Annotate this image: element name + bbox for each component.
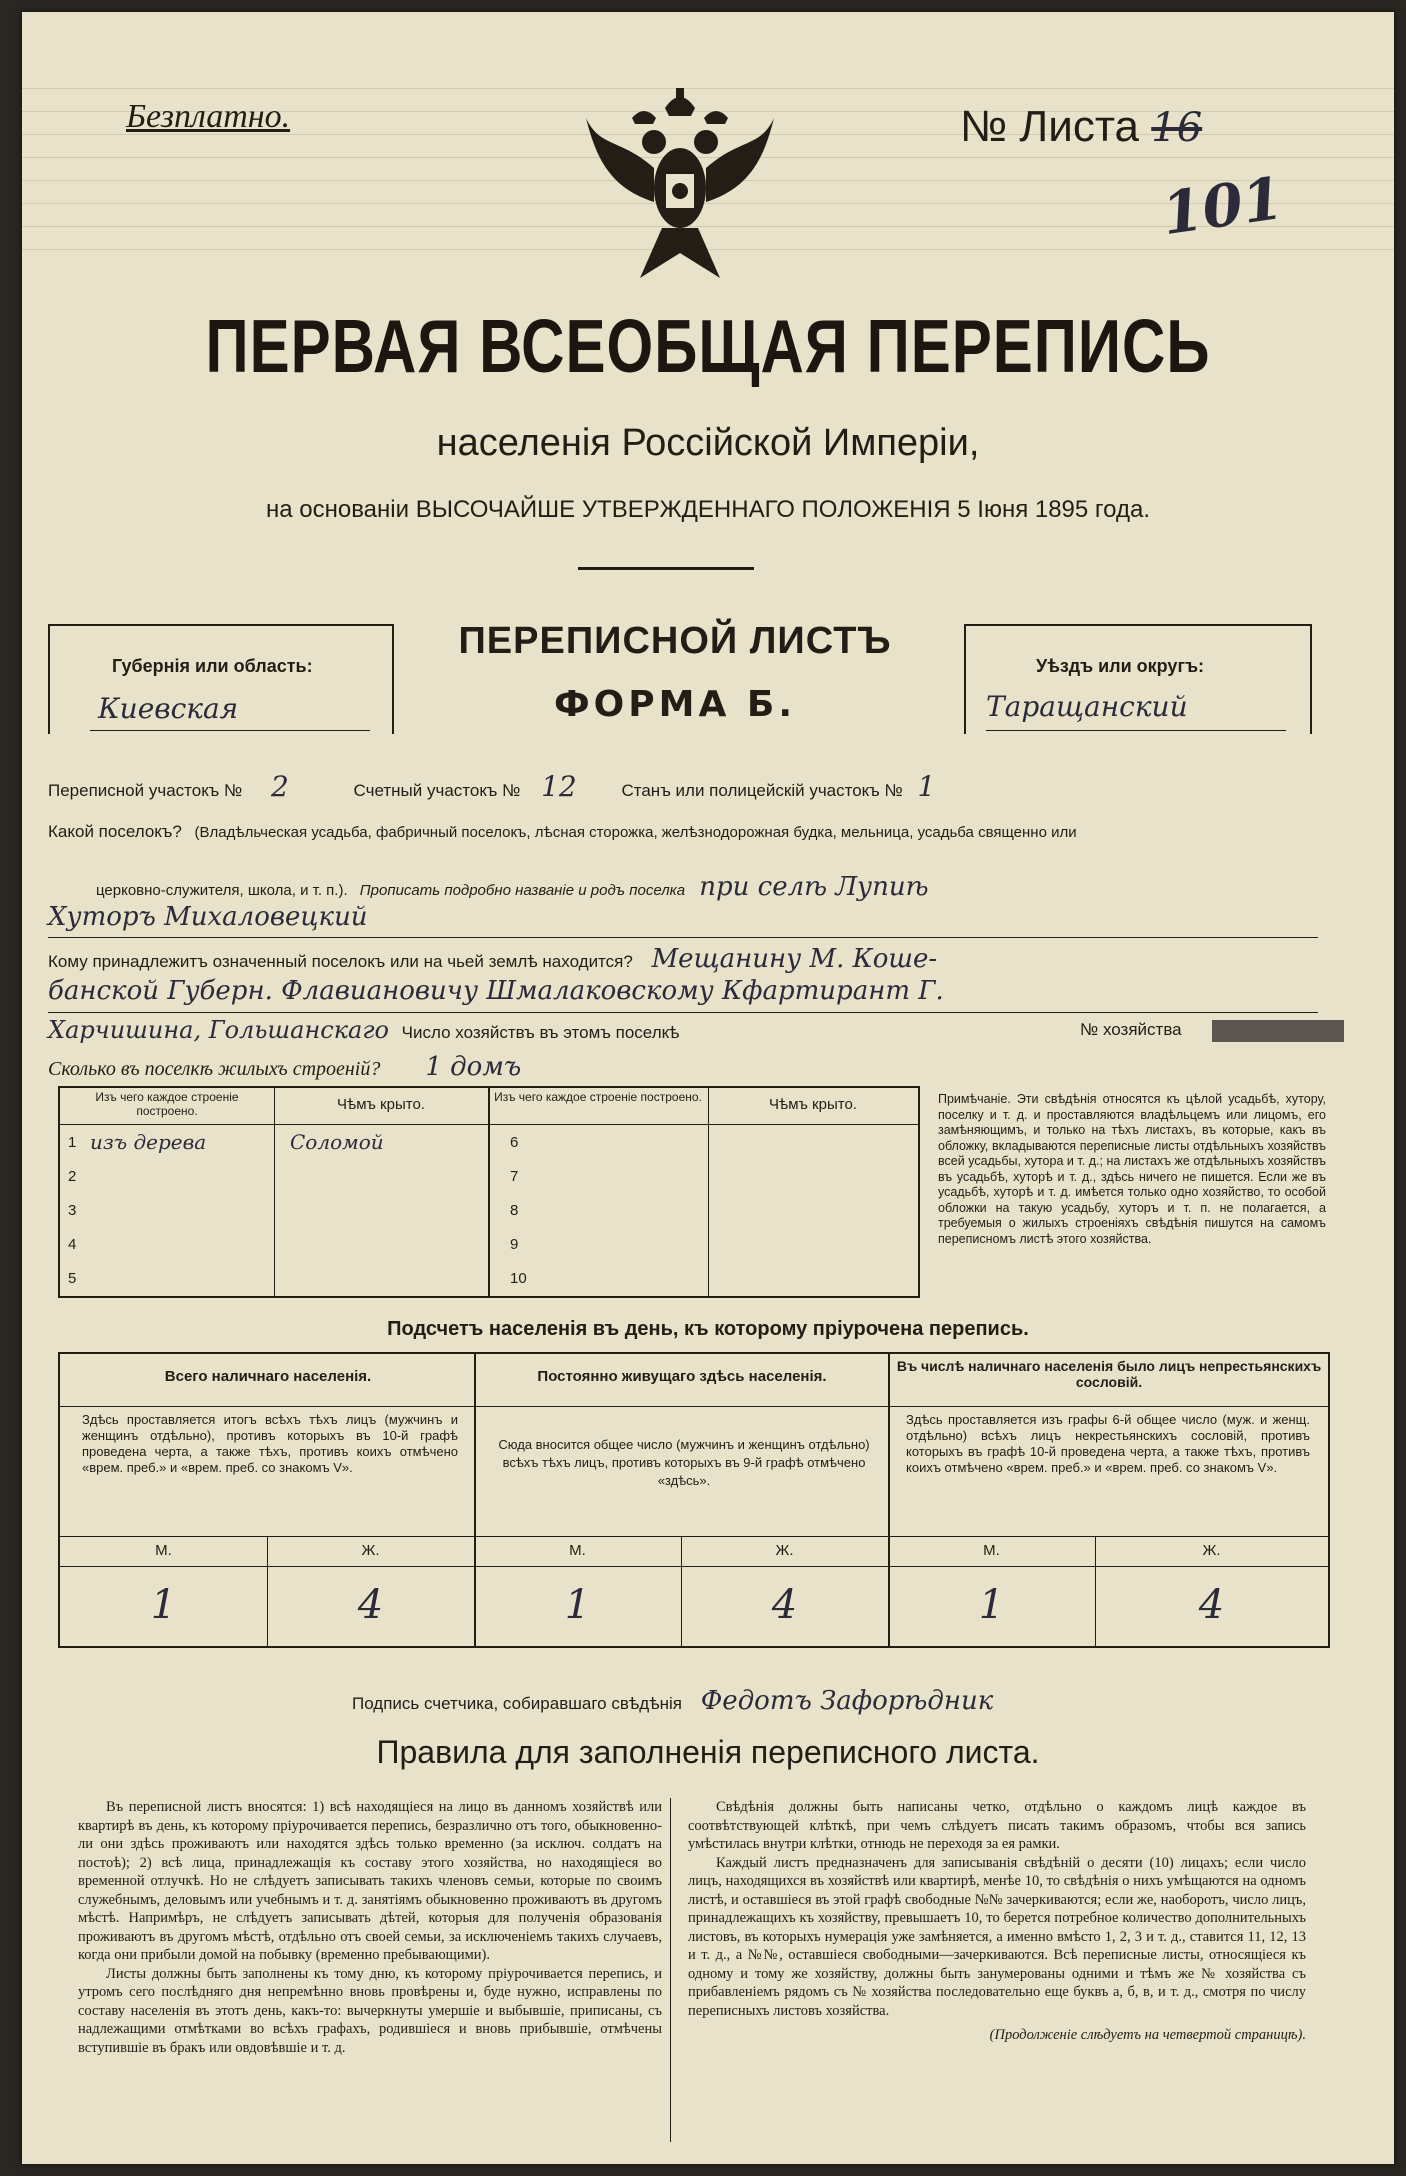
settlement-row-2 — [96, 872, 1356, 902]
uezd-box — [964, 624, 1312, 734]
settlement-underline — [48, 937, 1318, 938]
pop-col1-text: Здѣсь проставляется итогъ всѣхъ тѣхъ лицъ (мужчинъ и женщинъ отдѣльно), противъ которыхъ въ 10-й графѣ проведена черта, а также тѣхъ, противъ коихъ отмѣчено «врем. преб.» и «врем. преб. со знакомъ V». — [82, 1412, 458, 1475]
sheet-number-label — [960, 102, 1202, 152]
table-row — [490, 1228, 918, 1262]
rules-divider — [670, 1798, 671, 2142]
census-area-label: Переписной участокъ № — [48, 781, 243, 800]
male-column-label: М. — [569, 1542, 586, 1559]
stan-value: 1 — [917, 770, 936, 803]
row-material: изъ дерева — [90, 1130, 207, 1154]
signature-value: Федотъ Зафорѣдник — [700, 1686, 994, 1716]
row-number: 7 — [510, 1168, 519, 1185]
population-heading: Подсчетъ населенія въ день, къ которому пріурочена перепись. — [387, 1318, 1029, 1340]
population-count: 1 — [150, 1582, 177, 1628]
row-number: 8 — [510, 1202, 519, 1219]
census-subtitle: населенія Россійской Имперіи, — [436, 422, 980, 464]
row-number: 2 — [68, 1168, 77, 1185]
header-material-left: Изъ чего каждое строеніе построено. — [95, 1090, 239, 1118]
gubernia-value: Киевская — [98, 692, 239, 725]
pop-col3-title: Въ числѣ наличнаго населенія было лицъ непрестьянскихъ сословій. — [896, 1358, 1322, 1390]
form-name: ПЕРЕПИСНОЙ ЛИСТЪ — [458, 620, 892, 662]
sheet-number-handwritten: 101 — [1157, 163, 1288, 249]
settlement-label: Какой поселокъ? — [48, 822, 182, 841]
count-area-value: 12 — [541, 770, 577, 803]
settlement-value-2: Хуторъ Михаловецкий — [48, 902, 368, 932]
population-count: 4 — [771, 1582, 798, 1628]
settlement-instruction: Прописать подробно названіе и родъ поселка — [359, 882, 686, 899]
table-row — [490, 1262, 918, 1296]
rules-right-paragraph-1: Свѣдѣнія должны быть написаны четко, отдѣльно о каждомъ лицѣ каждое въ соотвѣтствующей клѣткѣ, при чемъ слѣдуетъ писать такимъ образомъ, чтобы вся запись умѣстилась внутри клѣтки, отнюдь не переходя за ея рамки. — [688, 1799, 1306, 1852]
household-no-label: № хозяйства — [1080, 1020, 1182, 1039]
settlement-hint-2: церковно-служителя, школа, и т. п.). — [96, 882, 348, 899]
buildings-row — [48, 1052, 1048, 1082]
row-number: 9 — [510, 1236, 519, 1253]
sheet-number-value: 16 — [1151, 105, 1203, 151]
row-number: 3 — [68, 1202, 77, 1219]
table-row — [490, 1194, 918, 1228]
rules-right-column — [688, 1798, 1306, 2045]
table-row — [60, 1262, 488, 1296]
rules-left-paragraph-2: Листы должны быть заполнены къ тому дню, къ которому пріурочивается перепись, и утромъ сего послѣдняго дня непремѣнно вновь провѣрены и, буде нужно, исправлены по составу населенія въ этотъ день, какъ-то: вычеркнуты умершіе и выбывшіе, приписаны, съ надлежащими отмѣтками во всѣхъ графахъ, родившіеся и вновь прибывшіе, отмѣчены вступившіе въ бракъ или овдовѣвшіе и т. д. — [78, 1965, 662, 2056]
buildings-label: Сколько въ поселкѣ жилыхъ строеній? — [48, 1058, 381, 1080]
census-sheet — [22, 12, 1394, 2164]
buildings-table — [58, 1086, 920, 1298]
decree-line: на основаніи ВЫСОЧАЙШЕ УТВЕРЖДЕННАГО ПОЛОЖЕНІЯ 5 Іюня 1895 года. — [265, 496, 1150, 523]
household-no-redaction — [1212, 1020, 1344, 1042]
title-divider — [578, 567, 754, 570]
row-roof: Соломой — [290, 1130, 384, 1154]
pop-title-line — [60, 1406, 1328, 1407]
pop-mf-line-bottom — [60, 1566, 1328, 1567]
owner-value-3: Харчишина, Гольшанскаго — [48, 1016, 389, 1044]
sheet-label-text: № Листа — [960, 102, 1140, 151]
female-column-label: Ж. — [775, 1542, 794, 1559]
female-column-label: Ж. — [361, 1542, 380, 1559]
uezd-value: Таращанский — [986, 690, 1188, 723]
population-count: 4 — [357, 1582, 384, 1628]
male-column-label: М. — [155, 1542, 172, 1559]
population-count: 1 — [978, 1582, 1005, 1628]
count-area-label: Счетный участокъ № — [353, 781, 521, 800]
gubernia-box — [48, 624, 394, 734]
header-roof-right: Чѣмъ крыто. — [769, 1096, 857, 1113]
table-row — [60, 1160, 488, 1194]
pop-col1-title: Всего наличнаго населенія. — [164, 1368, 372, 1385]
rules-heading: Правила для заполненія переписного листа. — [376, 1734, 1040, 1770]
rules-left-paragraph-1: Въ переписной листъ вносятся: 1) всѣ находящіеся на лицо въ данномъ хозяйствѣ или квартирѣ въ день, къ которому пріурочивается перепись, безразлично отъ того, обыкновенно-ли они здѣсь проживаютъ или находятся здѣсь только временно (за исключ. солдатъ на постоѣ); 2) всѣ лица, принадлежащія къ составу этого хозяйства, но находящіеся во временной отлучкѣ. Но не слѣдуетъ записывать такихъ членовъ семьи, которые по своимъ служебнымъ, деловымъ или учебнымъ и т. д. занятіямъ обыкновенно проживаютъ въ другомъ мѣстѣ. Напримѣръ, не слѣдуетъ записывать дѣтей, которыя для полученія образованія проживаютъ въ другомъ мѣстѣ, отдѣльно отъ своей семьи, за исключеніемъ такихъ случаевъ, когда они прибыли домой на побывку (временно пребывающими). — [78, 1799, 662, 1963]
row-number: 1 — [68, 1134, 77, 1151]
table-row — [60, 1228, 488, 1262]
population-table — [58, 1352, 1330, 1648]
signature-row — [352, 1686, 1332, 1716]
table-row — [490, 1160, 918, 1194]
stan-label: Станъ или полицейскій участокъ № — [621, 781, 903, 800]
owner-row — [48, 944, 1348, 974]
rules-right-paragraph-2: Каждый листъ предназначенъ для записыванія свѣдѣній о десяти (10) лицахъ; если число лицъ, находящихся въ хозяйствѣ или квартирѣ, менѣе 10, то свѣдѣнія о нихъ умѣщаются на одномъ листѣ, и оставшіеся въ этой графѣ свободные №№ зачеркиваются; если же, наоборотъ, число лицъ, принадлежащихъ къ хозяйству, превышаетъ 10, то берется потребное количество дополнительныхъ листовъ, въ которыхъ нумерація уже замѣняется, а именно вмѣсто 1, 2, 3 и т. д., ставится 11, 12, 13 и т. д., а №№, оставшіеся свободными—зачеркиваются. Всѣ переписные листы, относящіеся къ одному и тому же хозяйству, должны быть занумерованы одними и тѣмъ же № хозяйства съ прибавленіемъ рядомъ съ № хозяйства последовательно еще буквъ а, б, в, и т. д., смотря по числу переписныхъ листовъ хозяйства. — [688, 1854, 1306, 2019]
pop-col3-text: Здѣсь проставляется изъ графы 6-й общее число (муж. и женщ. отдѣльно) всѣхъ лицъ некрестьянскихъ сословій, противъ которыхъ въ графѣ 10-й проведена черта, а также тѣхъ, противъ коихъ отмѣчено «врем. преб.» и «врем. преб. со знакомъ V». — [906, 1412, 1310, 1475]
rules-continuation: (Продолженіе слѣдуетъ на четвертой страницѣ). — [989, 2027, 1306, 2043]
row-number: 5 — [68, 1270, 77, 1287]
free-label — [126, 98, 290, 136]
census-area-row — [48, 770, 1348, 803]
header-material-right: Изъ чего каждое строеніе построено. — [494, 1090, 702, 1104]
households-row — [48, 1016, 1368, 1044]
owner-value: Мещанину М. Коше- — [651, 944, 938, 974]
table-header-line — [60, 1124, 918, 1125]
pop-col2-title: Постоянно живущаго здѣсь населенія. — [537, 1368, 827, 1385]
gubernia-label: Губернія или область: — [112, 656, 313, 676]
form-type: ФОРМА Б. — [553, 684, 797, 725]
coat-of-arms-emblem — [580, 78, 780, 290]
buildings-value: 1 домъ — [425, 1052, 522, 1082]
owner-underline — [48, 1012, 1318, 1013]
census-area-value: 2 — [270, 770, 289, 803]
settlement-hint: (Владѣльческая усадьба, фабричный поселокъ, лѣсная сторожка, желѣзнодорожная будка, мельница, усадьба священно или — [194, 824, 1077, 841]
uezd-label: Уѣздъ или округъ: — [1036, 656, 1205, 676]
settlement-value: при селѣ Лупиѣ — [699, 872, 929, 902]
uezd-underline — [986, 730, 1286, 731]
gubernia-underline — [90, 730, 370, 731]
pop-col2-text: Сюда вносится общее число (мужчинъ и женщинъ отдѣльно) всѣхъ тѣхъ лицъ, противъ которыхъ въ 9-й графѣ отмѣчено «здѣсь». — [498, 1437, 870, 1488]
households-label: Число хозяйствъ въ этомъ поселкѣ — [401, 1023, 680, 1042]
female-column-label: Ж. — [1202, 1542, 1221, 1559]
row-number: 6 — [510, 1134, 519, 1151]
census-title: ПЕРВАЯ ВСЕОБЩАЯ ПЕРЕПИСЬ — [205, 304, 1211, 389]
population-count: 1 — [564, 1582, 591, 1628]
population-count: 4 — [1198, 1582, 1225, 1628]
row-number: 10 — [510, 1270, 527, 1287]
table-row — [490, 1126, 918, 1160]
rules-left-column — [78, 1798, 662, 2057]
male-column-label: М. — [983, 1542, 1000, 1559]
table-row — [60, 1194, 488, 1228]
owner-value-2: банской Губерн. Флавиановичу Шмалаковскому Кфартирант Г. — [48, 976, 944, 1006]
settlement-row — [48, 822, 1348, 842]
table-row — [60, 1126, 488, 1160]
buildings-note: Примѣчаніе. Эти свѣдѣнія относятся къ цѣлой усадьбѣ, хутору, поселку и т. д. и проставляются владѣльцемъ или лицомъ, его замѣняющимъ, и только на тѣхъ листахъ, въ которые, какъ въ обложку, вкладываются переписные листы отдѣльныхъ хозяйствъ всей усадьбы, хутора и т. д.; на листахъ же отдѣльныхъ хозяйствъ въ усадьбѣ, хуторѣ и т. д., здѣсь ничего не пишется. Если же въ усадьбѣ, хуторѣ и т. д. имѣется только одно хозяйство, то особой обложки на такую усадьбу, хуторъ и т. п. не полагается, а требуемыя о жилыхъ строеніяхъ свѣдѣнія пишутся на самомъ переписномъ листѣ этого хозяйства. — [938, 1092, 1326, 1246]
signature-label: Подпись счетчика, собиравшаго свѣдѣнія — [352, 1694, 682, 1713]
owner-label: Кому принадлежитъ означенный поселокъ или на чьей землѣ находится? — [48, 952, 633, 971]
pop-mf-line-top — [60, 1536, 1328, 1537]
header-roof-left: Чѣмъ крыто. — [337, 1096, 425, 1113]
free-label-text: Безплатно. — [126, 98, 291, 135]
row-number: 4 — [68, 1236, 77, 1253]
